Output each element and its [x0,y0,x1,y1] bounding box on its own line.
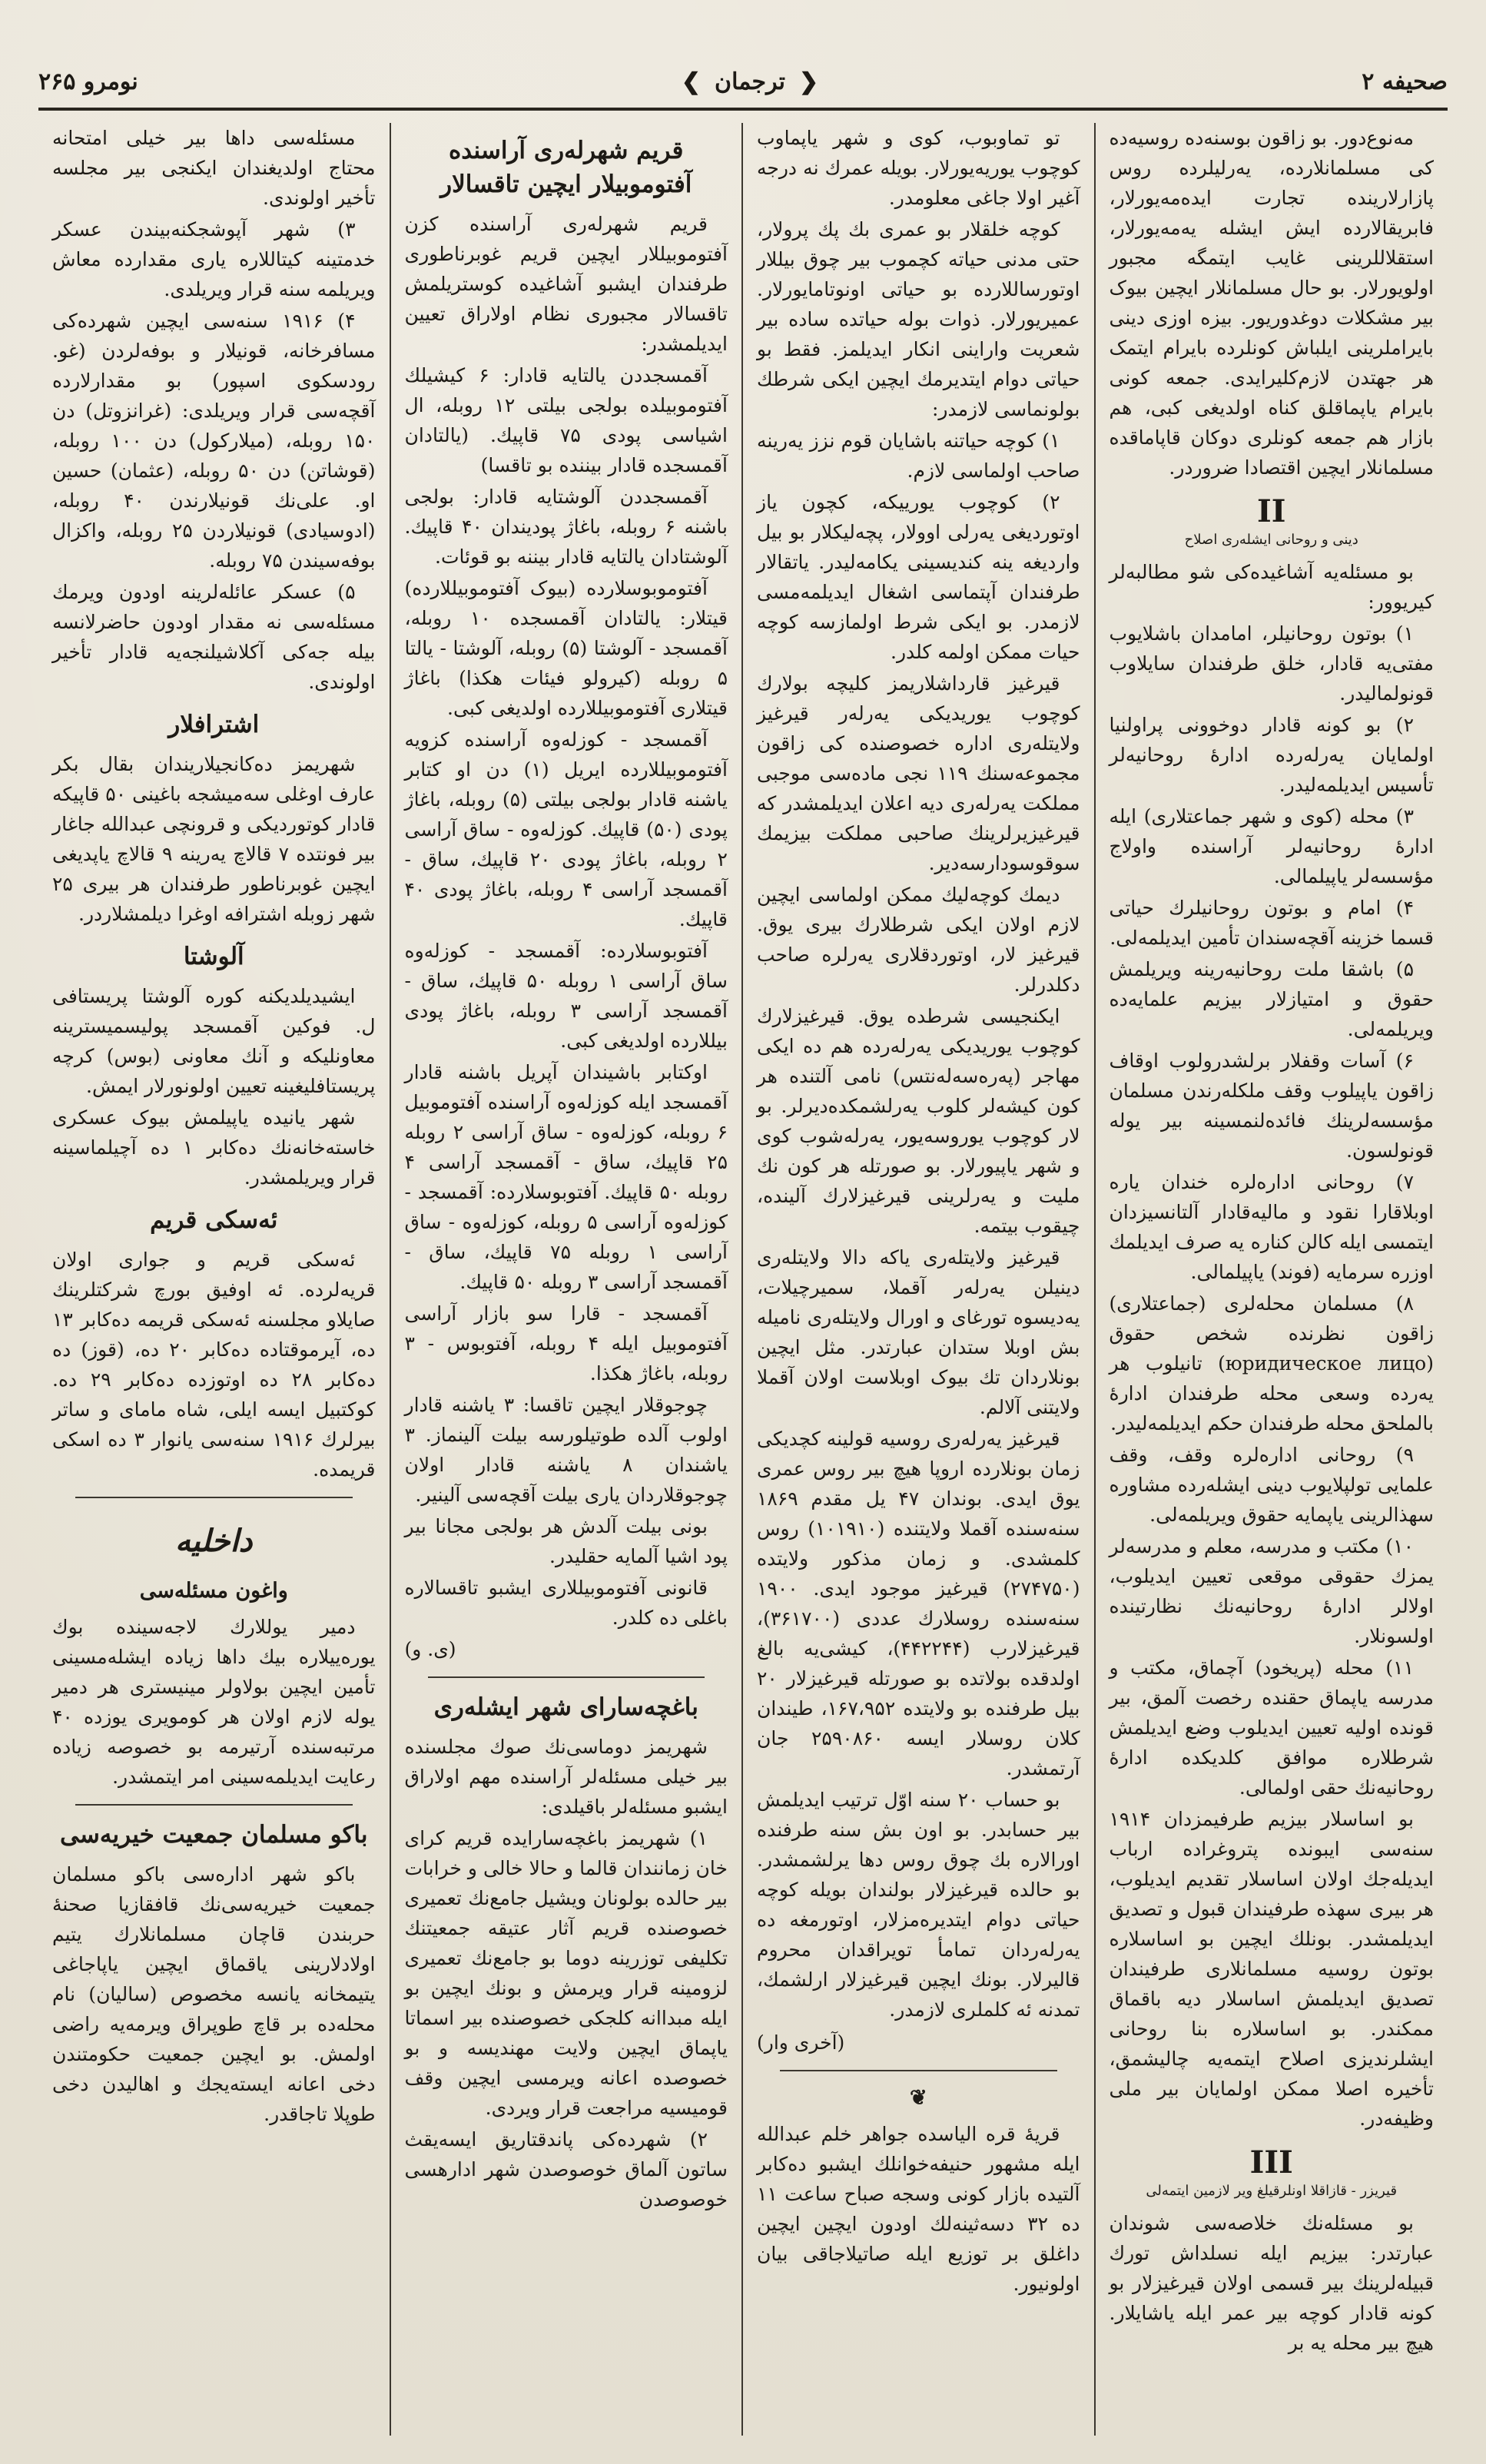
list-item: ۹) روحانی ادارەلره وقف، وقف علمایی تولپلایوب دینی ایشلەرده مشاوره سهذالرینی یاپمایه حقوق ویریلمەلی. [1109,1444,1434,1526]
list-item: ۱۰) مکتب و مدرسه، معلم و مدرسه‌لر یمزك حقوقی موقعی تعیین ایدیلوب، اولالر ادارهٔ روحانیه‌نك نظارتینده اولسونلار. [1109,1535,1434,1647]
paragraph: آفتوبوسلارده: آقمسجد - کوزله‌وه ساق آراسی ۱ روبله ۵۰ قاپیك، ساق - آقمسجد آراسی ۳ روبله، باغاژ پودی بیللارده اولدیغی کبی. [404,940,728,1052]
list-item: ۵) باشقا ملت روحانیه‌رینه ویریلمش حقوق و امتیازلار بیزیم علمایه‌ده ویریلمەلی. [1109,958,1434,1040]
article-headline: قریم شهرلەری آراسنده آفتوموبیلار ایچین تاقسالار [440,137,692,198]
divider [780,2070,1057,2071]
list-item: ۱) بوتون روحانیلر، امامدان باشلایوب مفتی‌یه قادار، خلق طرفندان سایلاوب قونولمالیدر. [1109,622,1434,705]
paragraph: قیرغیز یەرلەری روسیه قولینه کچدیکی زمان بونلاردە اروپا هیچ بیر روس عمری یوق ایدی. بوندان ۴۷ یل مقدم ۱۸۶۹ سنه‌سنده آقملا ولایتنده (۱۰۱۹۱۰) روس کلمشدی. و زمان مذکور ولایتده (۲۷۴۷۵۰) قیرغیز موجود ایدی. ۱۹۰۰ سنه‌سنده روسلارك عددی (۳۶۱۷۰۰)، قیرغیزلارب (۴۴۲۲۴۴)، کیشی‌یه بالغ اولدقده بولاتده بو صورتله قیرغیزلار ۲۰ بیل طرفنده بو ولایتده ۱۶۷،۹۵۲، طیندان کلان روسلار ایسه ۲۵۹۰۸۶۰ جان آرتمشدر. [757,1428,1080,1779]
ornament-left-icon: ❯ [681,68,702,95]
paragraph: ۵) عسکر عائلەلرینه اودون ویرمك مسئله‌سی نه مقدار اودون حاضرلانسه بیله جه‌کی آکلاشیلنجه‌یه قادار تأخیر اولوندی. [52,581,376,693]
paragraph: قیرغیز ولایتلەری یاکه دالا ولایتلەری دینیلن یەرلەر آقملا، سمیرچیلات، یه‌دیسوه تورغای و اورال ولایتلەری نامیله بش اوبلا ستدان عبارتدر. مثل ایچین بونلاردان تك بیوک اوبلاست اولان آقملا ولایتنی آلالم. [757,1246,1080,1418]
paragraph: اوکتابر باشیندان آپریل باشنه قادار آقمسجد ایله کوزله‌وه آراسنده آفتوموبیل ۶ روبله، کوزله‌وه - ساق آراسی ۲ روبله ۲۵ قاپیك، ساق - آقمسجد آراسی ۴ روبله ۵۰ قاپیك. آفتوبوسلارده: آقمسجد - کوزله‌وه آراسی ۵ روبله، کوزله‌وه - ساق آراسی ۱ روبله ۷۵ قاپیك، ساق - آقمسجد آراسی ۳ روبله ۵۰ قاپیك. [404,1061,728,1293]
columns [38,123,1448,2436]
header-rule [38,108,1448,111]
column-4 [38,123,391,2436]
page-header [38,60,1448,103]
paragraph: آقمسجددن یالتایه قادار: ۶ کیشیلك آفتوموبیلده بولجی بیلتی ۱۲ روبله، ال اشیاسی پودی ۷۵ قاپیك. (یالتادان آقمسجده قادار بیننده بو تاقسا) [404,364,728,476]
paragraph: ئه‌سکی قریم و جواری اولان قریەلرده. ئه اوفیق بورچ شرکتلرینك صایلاو مجلسنه ئه‌سکی قریمه ده‌کابر ۱۳ ده، آیرموقتاده ده‌کابر ۲۰ ده، (قوز) ده ده‌کابر ۲۸ ده اوتوزده ده‌کابر ۲۹ ده. کوکتبیل ایسه ایلی، شاه مامای و ساتر بیرلرك ۱۹۱۶ سنه‌سی یانوار ۳ ده اسکی قریمده. [52,1249,376,1481]
column-1 [1096,123,1448,2436]
list-item: ۴) امام و بوتون روحانیلرك حیاتی قسما خزینه آقچه‌سندان تأمین ایدیلمەلی. [1109,897,1434,949]
paragraph: بو اساسلار بیزیم طرفیمزدان ۱۹۱۴ سنه‌سی ایبونده پتروغراده ارباب ایدیله‌جك اولان اساسلار تقدیم ایدیلوب، هر بیری سهذه طرفیندان قبول و تصدیق ایدیلمشدر. بونلك ایچین بو اساسلاره بوتون روسیه مسلمانلاری طرفیندان تصدیق ایدیلمش اساسلار دیه باقماق ممکندر. بو اساسلاره بنا روحانی ایشلرندیزی اصلاح ایتمه‌یه چالیشمق، تأخیره اصلا ممکن اولمایان بیر ملی وظیفه‌در. [1109,1808,1434,2130]
paragraph: بو مسئله‌نك خلاصه‌سی شوندان عبارتدر: بیزیم ایله نسلداش تورك قبیله‌لرینك بیر قسمی اولان قیرغیزلار بو کونه قادار کوچه بیر عمر ایله یاشایلار. هیچ بیر محله یه بر [1109,2212,1434,2354]
paragraph: آفتوموبوسلارده (بیوک آفتوموبیللارده) قیتلار: یالتادان آقمسجده ۱۰ روبله، آقمسجد - آلوشتا (۵) روبله، آلوشتا - یالتا ۵ روبله (کیرولو فیئات هکذا) باغاژ قیتلاری آفتوموبیللارده اولدیغی کبی. [404,577,728,719]
column-2 [743,123,1096,2436]
paragraph: قریم شهرلەری آراسنده کزن آفتوموبیللار ایچین قریم غوبرناطوری طرفندان ایشبو آشاغیده کوستریلمش تاقسالار مجبوری نظام اولاراق تعیین ایدیلمشدر: [404,213,728,355]
paragraph: آقمسجد - قارا سو بازار آراسی آفتوموبیل ایله ۴ روبله، آفتوبوس - ۳ روبله، باغاژ هکذا. [404,1302,728,1385]
paragraph: ۴) ۱۹۱۶ سنه‌سی ایچین شهرده‌کی مسافرخانه، قونیلار و بوفه‌لردن (غو. رودسکوی اسپور) بو مقدارلارده آقچه‌سی قرار ویریلدی: (غرانزوتل) دن ۱۵۰ روبله، (میلارکول) دن ۱۰۰ روبله، (قوشاتن) دن ۵۰ روبله، (عثمان) حسین او. علی‌نك قونیلارندن ۴۰ روبله، (ادوسیادی) قونیلاردن ۲۵ روبله، واکزال بوفه‌سیندن ۷۵ روبله. [52,310,376,572]
masthead [682,68,818,95]
paragraph: قریهٔ قره الیاسده جواهر خلم عبدالله ایله مشهور حنیفه‌خوانلك ایشبو ده‌کابر آلتیده بازار کونی وسجه صباح ساعت ۱۱ ده ۳۲ دسه‌ثینه‌لك اودون ایچین ایچین داغلق بر توزیع ایله صاتیلاجاقی بیان اولونیور. [757,2123,1080,2295]
list-item: ۷) روحانی ادارەلره خندان یاره اوبلاقارا نقود و مالیه‌قادار آلتانسیزدان ایتمسی ایله کالن کناره یه صرف ایدیلمك اوزره سرمایه (فوند) یاپیلمالی. [1109,1171,1434,1283]
paragraph: ۳) شهر آپوشجکنه‌بیندن عسکر خدمتینه کیتاللاره یاری مقدارده معاش ویریلمه سنه قرار ویریلدی. [52,218,376,300]
paragraph: آقمسجد - کوزله‌وه آراسنده کزویه آفتوموبیللارده ایریل (۱) دن او کتابر یاشنه قادار بولجی بیلتی (۵) روبله، باغاژ پودی (۵۰) قاپیك. کوزله‌وه - ساق آراسی ۲ روبله، باغاژ پودی ۲۰ قاپیك، ساق - آقمسجد آراسی ۴ روبله، باغاژ پودی ۴۰ قاپیك. [404,728,728,930]
paragraph: ۲) کوچوب یورییکه، کچون یاز اوتوردیغی یەرلی اوولار، پچه‌لیکلار بو بیل واردیغه ینه کندیسینی یکامه‌لیدر. یاتقالار طرفندان آپتماسی اشغال ایدیلمه‌مسی لازمدر. بو ایکی شرط اولمازسه کوچه حیات ممکن اولمه کلدر. [757,491,1080,663]
page-number: صحيفه ۲ [1362,68,1448,95]
continued-note: (آخری وار) [757,2031,845,2054]
list-item: ۸) مسلمان محله‌لری (جماعتلاری) زاقون نظرنده شخص حقوق (юридическое лицо) تانیلوب هر یەرده وسعی محله طرفندان ادارهٔ بالملحق محله طرفندان حکم ایدیلمه‌لیدر. [1109,1292,1434,1434]
paragraph: دیمك کوچه‌لیك ممکن اولماسی ایچین لازم اولان ایکی شرطلارك بیری یوق. قیرغیز لار، اوتوردقلاری یەرلره صاحب دکلدرلر. [757,884,1080,996]
paragraph: تو تماوبوب، کوی و شهر یاپماوب کوچوب یوریه‌یورلار. بویله عمرك نه درجه آغیر اولا جاغی معلومدر. [757,127,1080,209]
notice-ornament: ❦ [909,2086,927,2110]
list-item: ۶) آسات وقفلار برلشدرولوب اوقاف زاقون یاپیلوب وقف ملکلەرندن مسلمان مؤسسه‌لرینك فائده‌لنمسینه بیر یوله قونولسون. [1109,1050,1434,1162]
paragraph: بونی بیلت آلدش هر بولجی مجانا بیر پود اشیا آلمایه حقلیدر. [404,1515,728,1567]
newspaper-name: ترجمان [715,68,785,95]
paragraph: ۱) کوچه حیاتنه باشایان قوم نزز یەرینه صاحب اولماسی لازم. [757,429,1080,482]
paragraph: مەنوع‌دور. بو زاقون بوسنه‌ده روسیه‌ده کی مسلمانلاردە، یەرلیلرده روس پازارلارینده تجارت ایدەمه‌یورلار، فابریقالارده ایش ایشله یه‌مه‌یورلار، استقلاللرینی غایب ایتمگه مجبور اولویورلار. بو حال مسلمانلار ایچین بیوک بیر مشکلات دوغدوریور. بیزه اوزی دینی بایراملرینی ایلباش کونلرده بایرام ایتمک هر جهتدن لازم‌کلیرایدی. جمعه کونی بایرام یاپماقلق کناه اولدیغی کبی، هم بازار هم جمعه کونلری دوکان قاپاماقده مسلمانلار ایچین اقتصادا ضروردر. [1109,127,1434,479]
article-headline: ئه‌سکی قریم [150,1206,278,1234]
article-headline: باکو مسلمان جمعیت خیریه‌سی [60,1821,368,1849]
section-subtitle: دینی و روحانی ایشلەری اصلاح [1184,532,1358,548]
article-headline: آلوشتا [183,943,244,970]
divider [75,1497,353,1498]
signature: (ی. و) [404,1638,456,1660]
column-3 [391,123,744,2436]
article-headline: اشترافلار [168,711,260,738]
paragraph: مسئله‌سی داها بیر خیلی امتحانه محتاج اولدیغندان ایکنجی بیر مجلسه تأخیر اولوندی. [52,127,376,209]
divider [75,1804,353,1806]
section-number: III [1249,2144,1293,2180]
paragraph: ایشیدیلدیکنه کوره آلوشتا پریستافی ل. فوکین آقمسجد پولیسمیسترینه معاونلیکه و آنك معاونی (بوس) کرچه پریستافلیغینه تعیین اولونورلار ایمش. [52,985,376,1097]
ornament-right-icon: ❮ [799,68,819,95]
paragraph: شهریمز دوماسی‌نك صوك مجلسنده بیر خیلی مسئلەلر آراسنده مهم اولاراق ایشبو مسئلەلر باقیلدی: [404,1736,728,1818]
section-subtitle: قیریزر - قازاقلا اونلرقیلغ ویر لازمین ایتمه‌لی [1146,2183,1398,2199]
paragraph: بو حساب ۲۰ سنه اوّل ترتیب ایدیلمش بیر حسابدر. بو اون بش سنه طرفنده اورالاره بك چوق روس دها یرلشمشدر. بو حالده قیرغیزلار بولندان بویله کوچه حیاتی دوام ایتدیره‌مزلار، اوتورمغه ده یەرلەردان تمامأ تویراقدان محروم قالیرلار. بونك ایچین قیرغیزلار ارلشمك، تمدنه ئه کلملری لازمدر. [757,1789,1080,2021]
paragraph: کوچه خلقلار بو عمری بك پك‌ پرولار، حتی مدنی حیاته کچموب بیر چوق بیللار اوتورساللارده بو حیاتی اونوتامایورلار. عمیریورلار. ذوات بوله حیاتده ساده بیر شعریت واراینی انکار ایدیلمز. فقط بو حیاتی دوام ایتدیرمك ایچین ایکی شرطك بولونماسی لازمدر: [757,218,1080,420]
list-item: ۲) بو کونه قادار دوخوونی پراولنیا اولمایان یەرلەرده ادارهٔ روحانیه‌لر تأسیس ایدیلمه‌لیدر. [1109,714,1434,796]
article-headline: باغچه‌سارای شهر ایشلەری [433,1693,698,1721]
paragraph: ۲) شهرده‌کی پاندقتاریق ایسه‌یقث ساتون آلماق خوصوصدن شهر ادارهسی خوصوصدن [404,2128,728,2210]
paragraph: ۱) شهریمز باغچه‌سارایده قریم کرای خان زمانندان قالما و حالا خالی و خرابات بیر حالده بولونان ویشیل جامع‌نك تعمیری خصوصنده قریم آثار عتیقه جمعیتنك تکلیفی توزرینه دوما بو جامع‌نك تعمیری لزومینه قرار ویرمش و بونك ایچین بو ایله مبداانه کلجکی خصوصنده بیر اسماتا یاپماق ایچین ولایت مهندیسه و بو خصوصده اعانه ویرمسی ایچین وقف قومیسیه مراجعت قرار ویردی. [404,1827,728,2119]
divider [428,1676,705,1678]
issue-number: نومرو ۲۶۵ [38,68,138,95]
paragraph: شهریمز ده‌کانجیلاریندان بقال بکر عارف اوغلی سه‌میشجه باغینی ۵۰ قاپیکه قادار کوتوردیکی و قرونچی عبدالله جاغار بیر فونتده ۷ قالاچ یەرینه ۹ قالاچ یاپدیغی ایچین غوبرناطور طرفندان هر بیری ۲۵ شهر زوبله اشترافه اوغرا دیلمشلاردر. [52,753,376,925]
paragraph: چوجوقلار ایچین تاقسا: ۳ یاشنه قادار اولوب آلده طوتیلورسه بیلت آلینماز. ۳ یاشندان ۸ یاشنه قادار اولان چوجوقلاردان یاری بیلت آقچه‌سی آلینیر. [404,1394,728,1506]
paragraph: آقمسجددن آلوشتایه قادار: بولجی باشنه ۶ روبله، باغاژ پودیندان ۴۰ قاپیك. آلوشتادان یالتایه قادار بیننه بو قوئات. [404,486,728,568]
paragraph: دمیر یوللارك لاجه‌سینده بوك یوره‌ییلاره بیك داها زیاده ایشله‌مسینی تأمین ایچین بولاولر مینیستری هر دمیر یوله لازم اولان هر کومویری یوزده ۴۰ مرتبه‌سنده آرتیرمه بو خصوصه زیاده رعایت ایدیلمه‌سینی امر ایتمشدر. [52,1616,376,1788]
paragraph: قیرغیز قارداشلاریمز کلیچه بولارك کوچوب یوریدیکی یەرلەر قیرغیز ولایتلەری اداره خصوصنده کی زاقون مجموعه‌سنك ۱۱۹ نجی ماده‌سی موجبی مملکت یەرلەری دیه اعلان ایدیلمشدر که قیرغیزیرلرینك صاحبی مملکت بیزیمك سوقوسودارسه‌دیر. [757,672,1080,874]
paragraph: قانونی آفتوموبیللاری ایشبو تاقسالاره باغلی ده کلدر. [404,1577,728,1629]
paragraph: شهر یانیده یاپیلمش بیوک عسکری خاسته‌خانه‌نك ده‌کابر ۱ ده آچیلماسینه قرار ویریلمشدر. [52,1106,376,1189]
paragraph: باکو شهر اداره‌سی باکو مسلمان جمعیت خیریه‌سی‌نك قافقازیا صحنهٔ حربندن قاچان مسلمانلارك یتیم اولادلارینی یاقماق ایچین یاپاجاغی یتیمخانه یانسه مخصوص (سالیان) نام محله‌ده بر قاچ طوپراق ویرمه‌یه راضی اولمش. بو ایچین جمعیت حکومتندن دخی اعانه ایسته‌یجك و اهالیدن دخی طوپلا تاجاقدر. [52,1863,376,2125]
paragraph: ایکنجیسی شرطده یوق. قیرغیزلارك کوچوب یوریدیکی یەرلەرده هم ده ایکی مهاجر (پەرەسەلەنتس) نامی آلتنده هر کون کیشه‌لر کلوب یەرلشمکده‌دیرلر. بو لار کوچوب یوروسەیور، یەرلەشوب کوی و شهر یاپیورلار. بو صورتله هر کون نك ملیت و یەرلرینی قیرغیزلارك آلینده، چیقوب بیتمه. [757,1005,1080,1237]
section-number: II [1257,493,1286,529]
article-headline: واغون مسئله‌سی [139,1579,288,1603]
list-item: ۱۱) محله (پریخود) آچماق، مکتب و مدرسه یاپماق حقنده رخصت آلمق، بیر قونده اولیه تعیین ایدیلوب وضع ایدیلمش شرطلاره موافق کلدیکده ادارهٔ روحانیه‌نك حقی اولمالی. [1109,1656,1434,1799]
paragraph: بو مسئله‌یه آشاغیده‌کی شو مطالبه‌لر کیریوور: [1109,561,1434,613]
list-item: ۳) محله (کوی و شهر جماعتلاری) ایله ادارهٔ روحانیه‌لر آراسنده واولاج مؤسسه‌لر یاپیلمالی. [1109,805,1434,887]
section-stamp: داخلیه [175,1522,253,1559]
